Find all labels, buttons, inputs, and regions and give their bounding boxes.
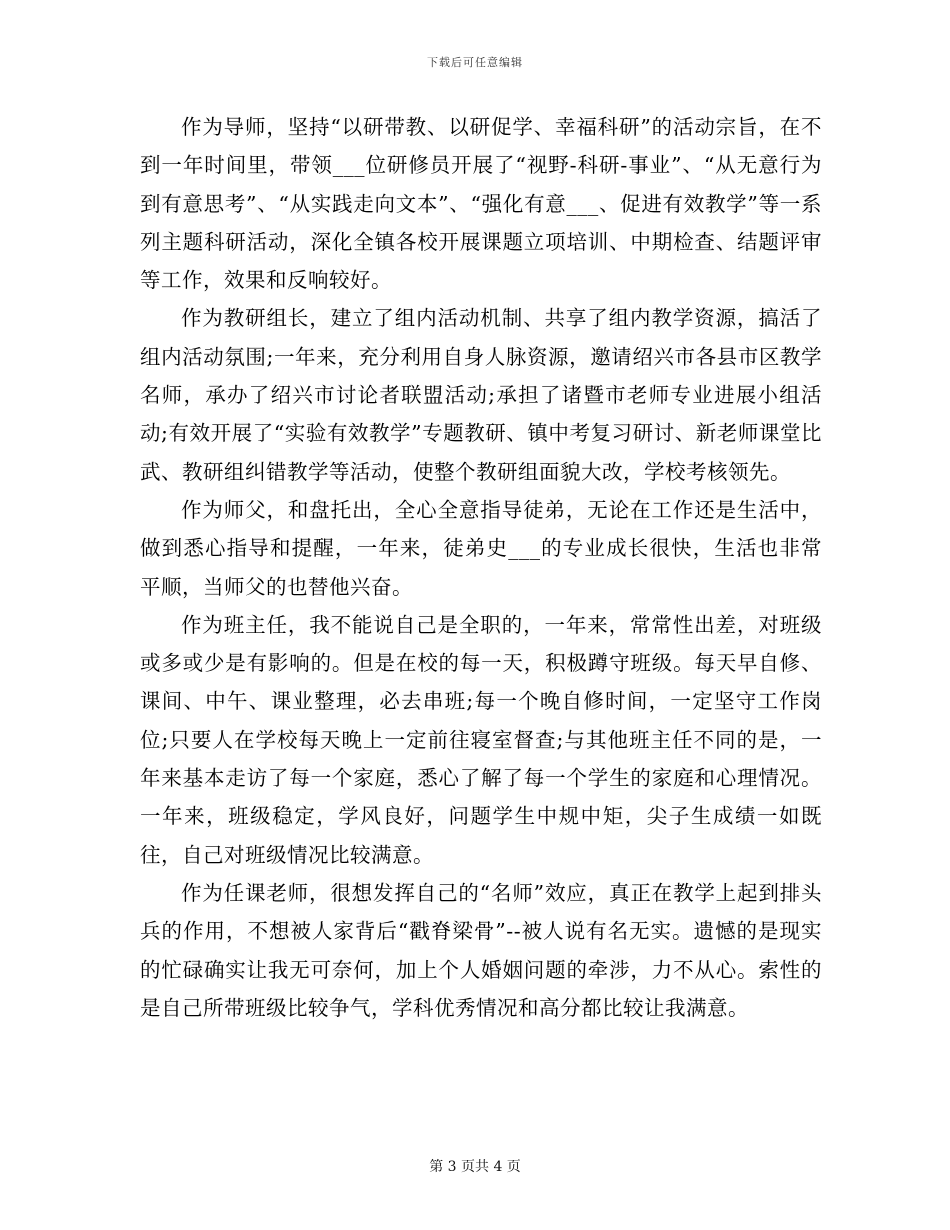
paragraph-subject-teacher: 作为任课老师，很想发挥自己的“名师”效应，真正在教学上起到排头兵的作用，不想被人家背后“戳脊梁骨”--被人说有名无实。遗憾的是现实的忙碌确实让我无可奈何，加上个人婚姻问题的牵涉，力不从心。索性的是自己所带班级比较争气，学科优秀情况和高分都比较让我满意。 bbox=[140, 880, 822, 1020]
paragraph-class-teacher: 作为班主任，我不能说自己是全职的，一年来，常常性出差，对班级或多或少是有影响的。但是在校的每一天，积极蹲守班级。每天早自修、课间、中午、课业整理，必去串班;每一个晚自修时间，一定坚守工作岗位;只要人在学校每天晚上一定前往寝室督查;与其他班主任不同的是，一年来基本走访了每一个家庭，悉心了解了每一个学生的家庭和心理情况。一年来，班级稳定，学风良好，问题学生中规中矩，尖子生成绩一如既往，自己对班级情况比较满意。 bbox=[140, 612, 822, 867]
paragraph-mentor: 作为导师，坚持“以研带教、以研促学、幸福科研”的活动宗旨，在不到一年时间里，带领___位研修员开展了“视野-科研-事业”、“从无意行为到有意思考”、“从实践走向文本”、“强化有意___、促进有效教学”等一系列主题科研活动，深化全镇各校开展课题立项培训、中期检查、结题评审等工作，效果和反响较好。 bbox=[140, 115, 822, 293]
page-header: 下载后可任意编辑 bbox=[427, 56, 523, 69]
page-footer: 第 3 页共 4 页 bbox=[429, 1159, 521, 1175]
document-body bbox=[140, 108, 822, 1027]
paragraph-master: 作为师父，和盘托出，全心全意指导徒弟，无论在工作还是生活中，做到悉心指导和提醒，一年来，徒弟史___的专业成长很快，生活也非常平顺，当师父的也替他兴奋。 bbox=[140, 497, 822, 599]
paragraph-research-group-leader: 作为教研组长，建立了组内活动机制、共享了组内教学资源，搞活了组内活动氛围;一年来，充分利用自身人脉资源，邀请绍兴市各县市区教学名师，承办了绍兴市讨论者联盟活动;承担了诸暨市老师专业进展小组活动;有效开展了“实验有效教学”专题教研、镇中考复习研讨、新老师课堂比武、教研组纠错教学等活动，使整个教研组面貌大改，学校考核领先。 bbox=[140, 306, 822, 484]
